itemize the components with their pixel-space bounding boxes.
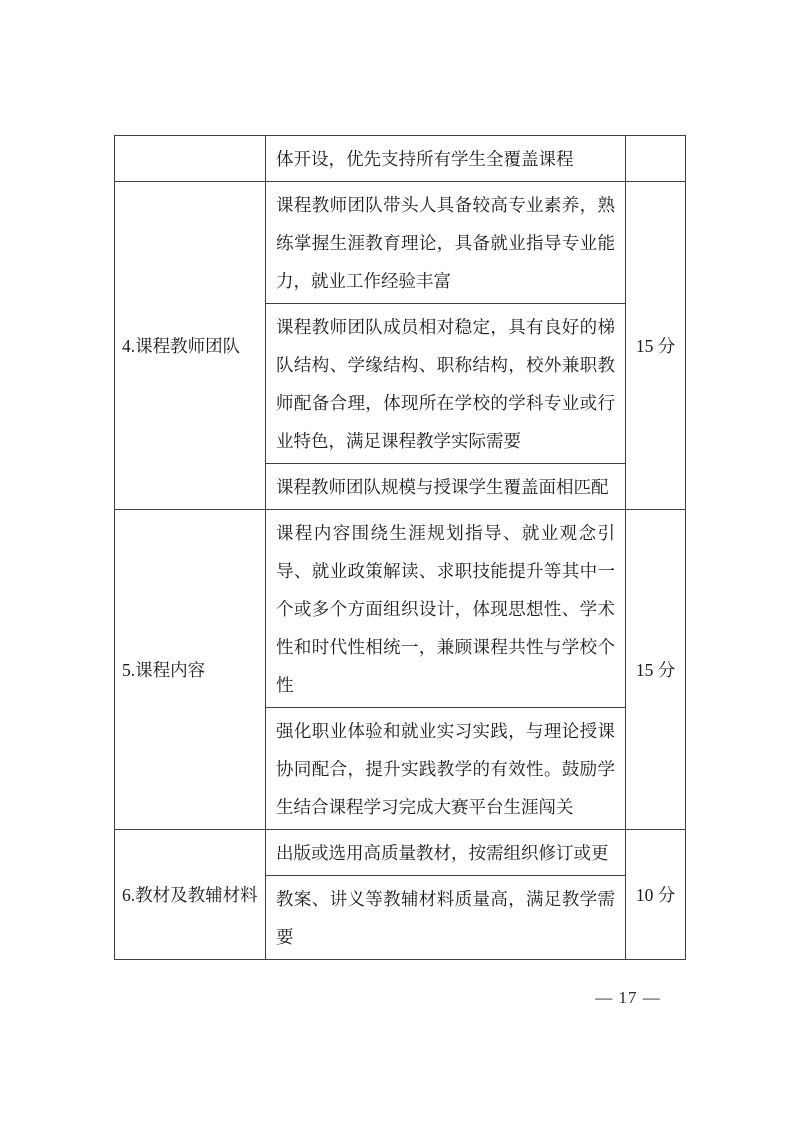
page-number: — 17 — <box>595 988 661 1007</box>
score-cell: 15 分 <box>626 510 686 830</box>
category-cell: 4.课程教师团队 <box>115 182 266 510</box>
scoring-table-body <box>115 136 686 960</box>
criteria-cell: 课程教师团队成员相对稳定，具有良好的梯队结构、学缘结构、职称结构，校外兼职教师配备合理，体现所在学校的学科专业或行业特色，满足课程教学实际需要 <box>266 304 626 464</box>
score-cell: 15 分 <box>626 182 686 510</box>
score-cell <box>626 136 686 182</box>
criteria-cell: 强化职业体验和就业实习实践，与理论授课协同配合，提升实践教学的有效性。鼓励学生结合课程学习完成大赛平台生涯闯关 <box>266 708 626 830</box>
criteria-cell: 课程教师团队规模与授课学生覆盖面相匹配 <box>266 464 626 510</box>
scoring-table <box>114 135 686 960</box>
table-row <box>115 830 686 876</box>
criteria-cell: 体开设，优先支持所有学生全覆盖课程 <box>266 136 626 182</box>
category-cell: 5.课程内容 <box>115 510 266 830</box>
table-row <box>115 136 686 182</box>
table-row <box>115 510 686 708</box>
score-cell: 10 分 <box>626 830 686 960</box>
table-row <box>115 182 686 304</box>
criteria-cell: 教案、讲义等教辅材料质量高，满足教学需要 <box>266 876 626 960</box>
criteria-cell: 课程教师团队带头人具备较高专业素养，熟练掌握生涯教育理论，具备就业指导专业能力，就业工作经验丰富 <box>266 182 626 304</box>
criteria-cell: 出版或选用高质量教材，按需组织修订或更 <box>266 830 626 876</box>
category-cell: 6.教材及教辅材料 <box>115 830 266 960</box>
criteria-cell: 课程内容围绕生涯规划指导、就业观念引导、就业政策解读、求职技能提升等其中一个或多个方面组织设计，体现思想性、学术性和时代性相统一，兼顾课程共性与学校个性 <box>266 510 626 708</box>
category-cell <box>115 136 266 182</box>
